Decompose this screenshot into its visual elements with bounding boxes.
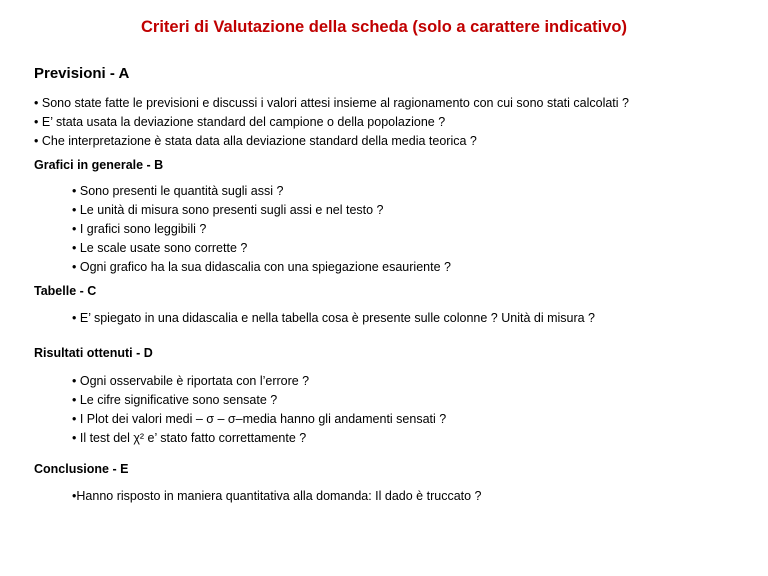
section-heading-conclusione: Conclusione - E xyxy=(34,462,129,476)
list-conclusione xyxy=(72,487,482,506)
page-title: Criteri di Valutazione della scheda (solo a carattere indicativo) xyxy=(141,18,627,36)
list-risultati xyxy=(72,372,446,448)
list-grafici xyxy=(72,182,451,277)
section-heading-tabelle: Tabelle - C xyxy=(34,284,97,298)
section-heading-grafici: Grafici in generale - B xyxy=(34,158,164,172)
section-heading-previsioni: Previsioni - A xyxy=(34,65,130,82)
list-item: • Ogni osservabile è riportata con l’errore ? xyxy=(72,372,446,391)
list-item: • I Plot dei valori medi – σ – σ–media hanno gli andamenti sensati ? xyxy=(72,410,446,429)
list-item: • Il test del χ² e’ stato fatto correttamente ? xyxy=(72,429,446,448)
list-item: • Le unità di misura sono presenti sugli assi e nel testo ? xyxy=(72,201,451,220)
list-previsioni xyxy=(34,94,629,151)
list-item: • E’ stata usata la deviazione standard del campione o della popolazione ? xyxy=(34,113,629,132)
list-item: • Le scale usate sono corrette ? xyxy=(72,239,451,258)
list-item: • Hanno risposto in maniera quantitativa alla domanda: Il dado è truccato ? xyxy=(72,487,482,506)
list-item: • Le cifre significative sono sensate ? xyxy=(72,391,446,410)
list-item: • Sono state fatte le previsioni e discussi i valori attesi insieme al ragionamento con cui sono stati calcolati ? xyxy=(34,94,629,113)
list-tabelle xyxy=(72,309,595,328)
list-item: • E’ spiegato in una didascalia e nella tabella cosa è presente sulle colonne ? Unità di misura ? xyxy=(72,309,595,328)
list-item: • Ogni grafico ha la sua didascalia con una spiegazione esauriente ? xyxy=(72,258,451,277)
list-item: • Sono presenti le quantità sugli assi ? xyxy=(72,182,451,201)
list-item: • Che interpretazione è stata data alla deviazione standard della media teorica ? xyxy=(34,132,629,151)
section-heading-risultati: Risultati ottenuti - D xyxy=(34,346,153,360)
list-item: • I grafici sono leggibili ? xyxy=(72,220,451,239)
